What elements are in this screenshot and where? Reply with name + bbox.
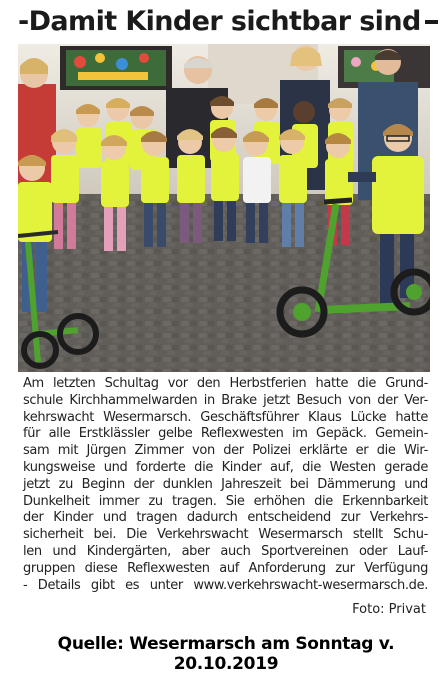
article-photo (18, 44, 430, 372)
article-line: kungsweise und forderte die Kinder auf, die Westen gerade (23, 459, 428, 475)
article-line: für alle Erstklässler gelbe Reflexwesten im Gepäck. Gemein- (23, 426, 428, 442)
headline (18, 2, 438, 40)
article-line: der Kinder und tragen dadurch entscheidend zur Verkehrs- (23, 510, 428, 526)
article-line: Am letzten Schultag vor den Herbstferien hatte die Grund- (23, 376, 428, 391)
article-line: schule Kirchhammelwarden in Brake jetzt Besuch von der Ver- (23, 392, 428, 408)
article-line: jetzt zu Beginn der dunklen Jahreszeit bei Dämmerung und (23, 476, 428, 492)
article-body (23, 376, 428, 594)
article-line: sicherheit bei. Die Verkehrswacht Wesermarsch stellt Schu- (23, 527, 428, 543)
article-line: gruppen diese Reflexwesten auf Anforderung zur Verfügung (23, 560, 428, 576)
headline-text: -Damit Kinder sichtbar sind (18, 5, 421, 37)
article-line: Dunkelheit immer zu tragen. Sie erhöhen die Erkennbarkeit (23, 493, 428, 509)
article-line: - Details gibt es unter www.verkehrswacht-wesermarsch.de. (23, 577, 428, 593)
photo-credit: Foto: Privat (352, 602, 426, 617)
article-line: kehrswacht Wesermarsch. Geschäftsführer Klaus Lücke hatte (23, 409, 428, 425)
cobblestone-pavement (18, 194, 430, 372)
headline-rule (425, 20, 438, 24)
article-line: len und Kindergärten, aber auch Sportvereinen oder Lauf- (23, 543, 428, 559)
source-caption: Quelle: Wesermarsch am Sonntag v. 20.10.2019 (57, 634, 395, 674)
article-line: sam mit Jürgen Zimmer von der Polizei erklärte er die Wir- (23, 443, 428, 459)
group-photo-illustration (18, 44, 430, 372)
